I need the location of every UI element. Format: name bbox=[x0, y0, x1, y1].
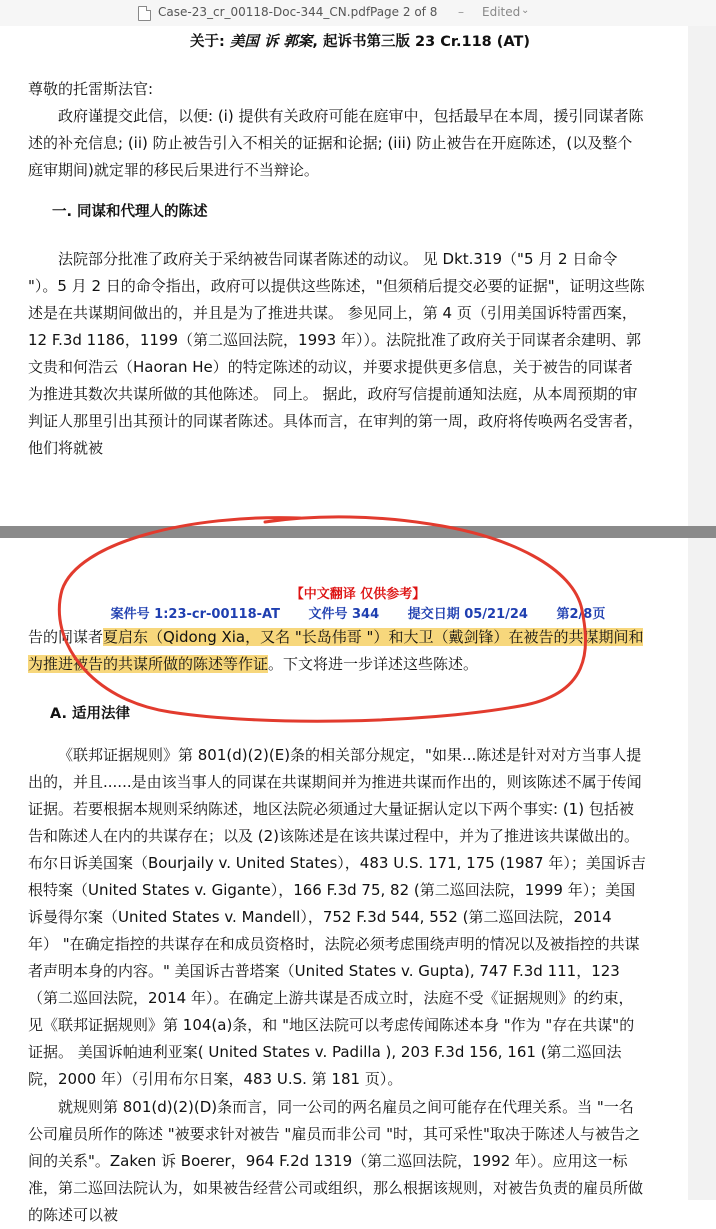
document-header bbox=[160, 30, 560, 51]
continuation-paragraph bbox=[28, 624, 646, 678]
edited-status[interactable]: Edited bbox=[482, 5, 521, 19]
header-prefix: 关于: bbox=[189, 34, 230, 50]
window-titlebar bbox=[0, 0, 716, 27]
page-separator bbox=[0, 526, 716, 538]
case-number: 案件号 1:23-cr-00118-AT bbox=[110, 607, 280, 622]
document-number: 文件号 344 bbox=[308, 607, 380, 622]
page-indicator: Page 2 of 8 bbox=[370, 5, 438, 19]
section-heading: 一. 同谋和代理人的陈述 bbox=[52, 204, 208, 220]
title-separator: – bbox=[458, 5, 464, 19]
continuation-start: 告的同谋者 bbox=[28, 628, 104, 646]
paragraph-coconspirator: 法院部分批准了政府关于采纳被告同谋者陈述的动议。 见 Dkt.319（"5 月 2 日命令 "）。5 月 2 日的命令指出，政府可以提供这些陈述，"但须稍后提交必要的证据"，证明这些陈述是在共谋期间做出的，并且是为了推进共谋。 参见同上，第 4 页（引用美国诉特雷西案，12 F.3d 1186，1199（第二巡回法院，1993 年））。法院批准了政府关于同谋者余建明、郭文贵和何浩云（Haoran He）的特定陈述的动议，并要求提供更多信息，关于被告的同谋者为推进其数次共谋所做的其他陈述。 同上。 据此，政府写信提前通知法庭，从本周预期的审判证人那里引出其预计的同谋者陈述。具体而言，在审判的第一周，政府将传唤两名受害者，他们将就被 bbox=[28, 250, 645, 457]
paragraph-case-citations: 布尔日诉美国案（Bourjaily v. United States），483 U.S. 171, 175 (1987 年）；美国诉吉根特案（United States v. Gigante），166 F.3d 75, 82 (第二巡回法院，1999 年）；美国诉曼得尔案（United States v. Mandell），752 F.3d 544, 552 (第二巡回法院，2014 年） "在确定指控的共谋存在和成员资格时，法院必须考虑围绕声明的情况以及被指控的共谋者声明本身的内容。" 美国诉古普塔案（United States v. Gupta), 747 F.3d 111，123（第二巡回法院，2014 年）。在确定上游共谋是否成立时，法庭不受《证据规则》的约束，见《联邦证据规则》第 104(a)条，和 "地区法院可以考虑传闻陈述本身 "作为 "存在共谋"的证据。 美国诉帕迪利亚案( United States v. Padilla ), 203 F.3d 156, 161 (第二巡回法院，2000 年）（引用布尔日案，483 U.S. 第 181 页）。 bbox=[28, 854, 646, 1088]
window-filename: Case-23_cr_00118-Doc-344_CN.pdf bbox=[158, 5, 371, 19]
highlighted-text[interactable]: 夏启东（Qidong Xia，又名 "长岛伟哥 "）和大卫（戴剑锋）在被告的共谋期间和为推进被告的共谋所做的陈述等作证 bbox=[28, 628, 644, 673]
header-suffix: , 起诉书第三版 23 Cr.118 (AT) bbox=[312, 34, 531, 50]
page-margin-right bbox=[688, 26, 716, 526]
salutation: 尊敬的托雷斯法官: bbox=[28, 80, 154, 98]
continuation-end: 。下文将进一步详述这些陈述。 bbox=[268, 655, 479, 673]
translation-banner: 【中文翻译 仅供参考】 bbox=[290, 587, 426, 602]
page-number: 第2/8页 bbox=[556, 607, 606, 622]
paragraph-agency: 就规则第 801(d)(2)(D)条而言，同一公司的两名雇员之间可能存在代理关系。当 "一名公司雇员所作的陈述 "被要求针对被告 "雇员而非公司 "时，其可采性"取决于陈述人与被告之间的关系"。Zaken 诉 Boerer，964 F.2d 1319（第二巡回法院，1992 年）。应用这一标准，第二巡回法院认为，如果被告经营公司或组织，那么根据该规则，对被告负责的雇员所做的陈述可以被 bbox=[28, 1098, 644, 1224]
page-margin-right-2 bbox=[688, 538, 716, 1200]
filed-date: 提交日期 05/21/24 bbox=[407, 607, 528, 622]
intro-paragraph: 政府谨提交此信，以便: (i) 提供有关政府可能在庭审中，包括最早在本周，援引同谋者陈述的补充信息; (ii) 防止被告引入不相关的证据和论据; (iii) 防止被告在开庭陈述，(以及整个庭审期间)就定罪的移民后果进行不当辩论。 bbox=[28, 107, 644, 179]
paragraph-applicable-law: 《联邦证据规则》第 801(d)(2)(E)条的相关部分规定，"如果...陈述是针对对方当事人提出的，并且......是由该当事人的同谋在共谋期间并为推进共谋而作出的，则该陈述不属于传闻证据。若要根据本规则采纳陈述，地区法院必须通过大量证据认定以下两个事实: (1) 包括被告和陈述人在内的共谋存在；以及 (2)该陈述是在该共谋过程中，并为了推进该共谋做出的。 bbox=[28, 746, 642, 845]
case-info-line bbox=[0, 603, 716, 622]
chevron-down-icon[interactable]: ⌄ bbox=[521, 5, 530, 16]
pdf-document-icon bbox=[138, 6, 151, 21]
subsection-heading: A. 适用法律 bbox=[50, 706, 131, 722]
header-case: 美国 诉 郭案 bbox=[229, 34, 313, 50]
